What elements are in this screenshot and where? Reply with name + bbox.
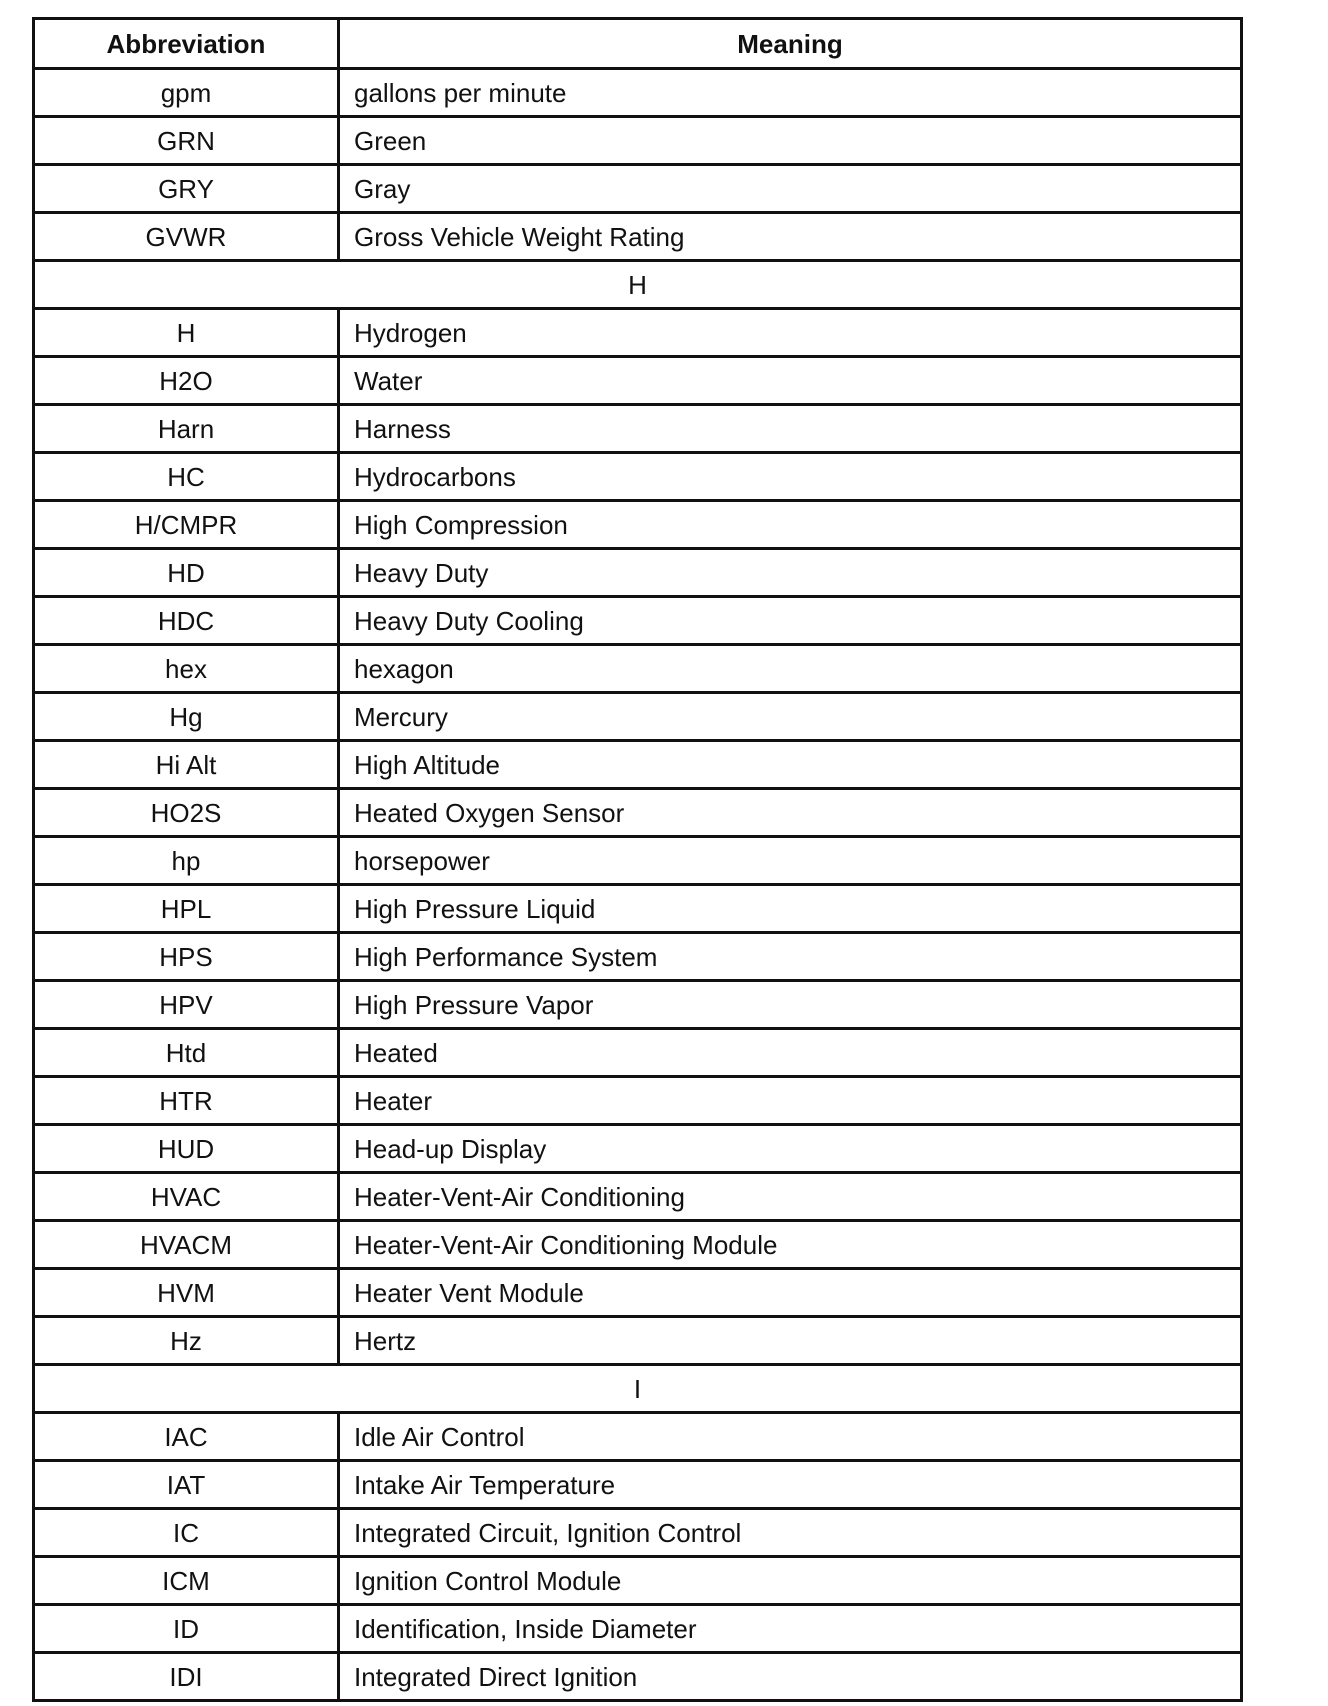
- meaning-cell: High Altitude: [339, 741, 1242, 789]
- abbreviation-cell: ID: [34, 1605, 339, 1653]
- table-row: [34, 117, 1242, 165]
- meaning-cell: Heated Oxygen Sensor: [339, 789, 1242, 837]
- meaning-cell: High Pressure Liquid: [339, 885, 1242, 933]
- table-row: [34, 1413, 1242, 1461]
- table-row: [34, 357, 1242, 405]
- table-row: [34, 789, 1242, 837]
- abbreviation-cell: IC: [34, 1509, 339, 1557]
- meaning-cell: Hertz: [339, 1317, 1242, 1365]
- abbreviation-cell: HDC: [34, 597, 339, 645]
- meaning-cell: Heater Vent Module: [339, 1269, 1242, 1317]
- abbreviation-cell: HD: [34, 549, 339, 597]
- meaning-cell: High Performance System: [339, 933, 1242, 981]
- table-header-row: [34, 19, 1242, 69]
- table-row: [34, 741, 1242, 789]
- meaning-cell: Identification, Inside Diameter: [339, 1605, 1242, 1653]
- meaning-cell: Integrated Direct Ignition: [339, 1653, 1242, 1701]
- meaning-cell: Heater: [339, 1077, 1242, 1125]
- table-row: [34, 1269, 1242, 1317]
- meaning-cell: Water: [339, 357, 1242, 405]
- table-row: [34, 453, 1242, 501]
- abbreviation-cell: HPV: [34, 981, 339, 1029]
- meaning-cell: Gross Vehicle Weight Rating: [339, 213, 1242, 261]
- meaning-cell: High Pressure Vapor: [339, 981, 1242, 1029]
- table-row: [34, 981, 1242, 1029]
- table-row: [34, 885, 1242, 933]
- table-row: [34, 309, 1242, 357]
- abbreviation-cell: hp: [34, 837, 339, 885]
- column-header-meaning: Meaning: [339, 19, 1242, 69]
- meaning-cell: Heater-Vent-Air Conditioning Module: [339, 1221, 1242, 1269]
- abbreviation-cell: IAT: [34, 1461, 339, 1509]
- meaning-cell: Heavy Duty Cooling: [339, 597, 1242, 645]
- abbreviation-cell: H: [34, 309, 339, 357]
- abbreviation-cell: HO2S: [34, 789, 339, 837]
- meaning-cell: Mercury: [339, 693, 1242, 741]
- abbreviation-cell: HUD: [34, 1125, 339, 1173]
- table-row: [34, 1221, 1242, 1269]
- section-header-row: [34, 1365, 1242, 1413]
- table-row: [34, 1461, 1242, 1509]
- table-row: [34, 597, 1242, 645]
- table-row: [34, 1173, 1242, 1221]
- meaning-cell: hexagon: [339, 645, 1242, 693]
- table-row: [34, 549, 1242, 597]
- table-row: [34, 165, 1242, 213]
- table-row: [34, 693, 1242, 741]
- abbreviation-cell: GVWR: [34, 213, 339, 261]
- table-row: [34, 213, 1242, 261]
- meaning-cell: Gray: [339, 165, 1242, 213]
- table-row: [34, 1029, 1242, 1077]
- meaning-cell: Head-up Display: [339, 1125, 1242, 1173]
- table-row: [34, 1605, 1242, 1653]
- table-row: [34, 1557, 1242, 1605]
- abbreviation-cell: ICM: [34, 1557, 339, 1605]
- abbreviation-cell: hex: [34, 645, 339, 693]
- table-row: [34, 501, 1242, 549]
- table-row: [34, 645, 1242, 693]
- meaning-cell: High Compression: [339, 501, 1242, 549]
- meaning-cell: Ignition Control Module: [339, 1557, 1242, 1605]
- table-row: [34, 1509, 1242, 1557]
- abbreviation-cell: HC: [34, 453, 339, 501]
- abbreviation-cell: H/CMPR: [34, 501, 339, 549]
- meaning-cell: Heater-Vent-Air Conditioning: [339, 1173, 1242, 1221]
- meaning-cell: Hydrogen: [339, 309, 1242, 357]
- abbreviation-cell: IAC: [34, 1413, 339, 1461]
- abbreviation-cell: IDI: [34, 1653, 339, 1701]
- table-row: [34, 1125, 1242, 1173]
- abbreviation-cell: gpm: [34, 69, 339, 117]
- abbreviation-cell: Harn: [34, 405, 339, 453]
- abbreviation-cell: Htd: [34, 1029, 339, 1077]
- table-row: [34, 1317, 1242, 1365]
- table-row: [34, 1077, 1242, 1125]
- meaning-cell: Hydrocarbons: [339, 453, 1242, 501]
- abbreviation-cell: HVAC: [34, 1173, 339, 1221]
- abbreviation-cell: GRY: [34, 165, 339, 213]
- abbreviation-cell: HVM: [34, 1269, 339, 1317]
- section-letter: I: [34, 1365, 1242, 1413]
- abbreviation-cell: H2O: [34, 357, 339, 405]
- section-header-row: [34, 261, 1242, 309]
- abbreviation-cell: Hg: [34, 693, 339, 741]
- abbreviation-cell: HPL: [34, 885, 339, 933]
- section-letter: H: [34, 261, 1242, 309]
- meaning-cell: Heated: [339, 1029, 1242, 1077]
- table-row: [34, 837, 1242, 885]
- meaning-cell: Harness: [339, 405, 1242, 453]
- table-row: [34, 1653, 1242, 1701]
- abbreviation-cell: GRN: [34, 117, 339, 165]
- abbreviation-cell: Hz: [34, 1317, 339, 1365]
- abbreviation-cell: HVACM: [34, 1221, 339, 1269]
- meaning-cell: Intake Air Temperature: [339, 1461, 1242, 1509]
- abbreviation-cell: HTR: [34, 1077, 339, 1125]
- meaning-cell: Idle Air Control: [339, 1413, 1242, 1461]
- table-body: [34, 69, 1242, 1701]
- abbreviation-cell: Hi Alt: [34, 741, 339, 789]
- meaning-cell: Integrated Circuit, Ignition Control: [339, 1509, 1242, 1557]
- meaning-cell: Heavy Duty: [339, 549, 1242, 597]
- meaning-cell: gallons per minute: [339, 69, 1242, 117]
- table-row: [34, 69, 1242, 117]
- meaning-cell: Green: [339, 117, 1242, 165]
- table-row: [34, 933, 1242, 981]
- abbreviation-cell: HPS: [34, 933, 339, 981]
- abbreviation-table: [32, 17, 1243, 1702]
- meaning-cell: horsepower: [339, 837, 1242, 885]
- table-row: [34, 405, 1242, 453]
- column-header-abbreviation: Abbreviation: [34, 19, 339, 69]
